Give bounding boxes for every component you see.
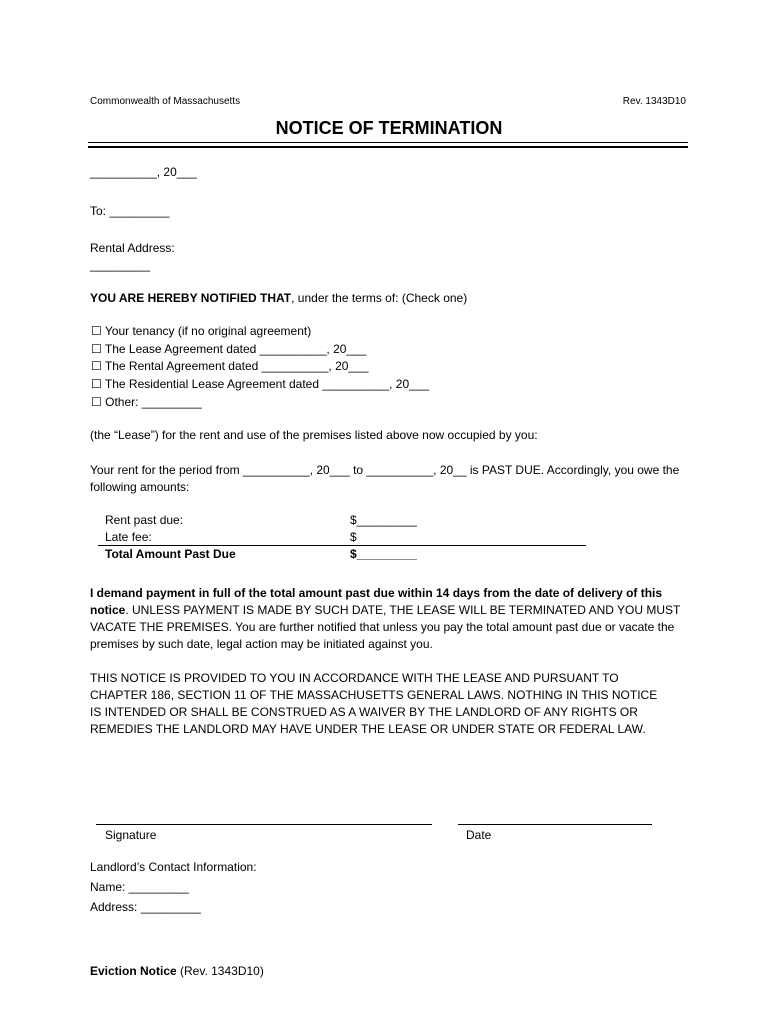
demand-rest: . UNLESS PAYMENT IS MADE BY SUCH DATE, THE LEASE WILL BE TERMINATED AND YOU MUST VACATE THE PREMISES. You are further notified that unless you pay the total amount past due or vacate the premises by such date, legal action may be initiated against you. xyxy=(90,603,681,651)
revision-label: Rev. 1343D10 xyxy=(622,96,686,107)
checkbox-icon[interactable]: ☐ xyxy=(91,377,102,391)
option-label: The Lease Agreement dated __________, 20___ xyxy=(104,342,367,356)
footer-title: Eviction Notice xyxy=(90,964,177,978)
rent-paragraph: Your rent for the period from __________, 20___ to __________, 20__ is PAST DUE. Accordingly, you owe the following amounts: xyxy=(90,463,680,494)
option-item xyxy=(91,359,368,373)
landlord-contact-heading: Landlord’s Contact Information: xyxy=(90,860,257,874)
late-fee-label: Late fee: xyxy=(105,530,152,544)
date-label: Date xyxy=(466,828,492,842)
notice-lead-bold: YOU ARE HEREBY NOTIFIED THAT xyxy=(90,291,292,305)
rent-past-due-label: Rent past due: xyxy=(105,513,184,527)
date-line: __________, 20___ xyxy=(90,165,197,179)
option-label: Other: _________ xyxy=(105,395,202,409)
late-fee-value: $ xyxy=(350,530,357,544)
date-signature-line[interactable] xyxy=(458,824,652,825)
checkbox-icon[interactable]: ☐ xyxy=(91,395,102,409)
rent-past-due-value: $_________ xyxy=(350,513,417,527)
signature-label: Signature xyxy=(105,828,157,842)
rental-address-label: Rental Address: xyxy=(90,241,175,255)
landlord-name: Name: _________ xyxy=(90,880,189,894)
option-label: The Rental Agreement dated __________, 20___ xyxy=(104,359,369,373)
jurisdiction-label: Commonwealth of Massachusetts xyxy=(90,96,241,107)
notice-lead-rest: , under the terms of: (Check one) xyxy=(291,291,468,305)
checkbox-icon[interactable]: ☐ xyxy=(91,324,102,338)
document-title: NOTICE OF TERMINATION xyxy=(275,118,503,138)
title-rule-thick xyxy=(88,146,688,148)
total-divider xyxy=(98,545,586,546)
landlord-address: Address: _________ xyxy=(90,900,201,914)
demand-bold: I demand payment in full of the total amount past due within 14 days from the date of delivery of this notice xyxy=(90,586,663,617)
option-label: The Residential Lease Agreement dated __________, 20___ xyxy=(104,377,430,391)
total-value: $_________ xyxy=(350,547,417,561)
option-item xyxy=(91,324,311,338)
demand-paragraph xyxy=(90,585,686,653)
footer-revision: (Rev. 1343D10) xyxy=(176,964,264,978)
total-label: Total Amount Past Due xyxy=(105,547,236,561)
lease-line: (the “Lease”) for the rent and use of the premises listed above now occupied by you: xyxy=(90,428,538,442)
option-item xyxy=(91,342,366,356)
option-item xyxy=(91,377,429,391)
checkbox-icon[interactable]: ☐ xyxy=(91,359,102,373)
footer xyxy=(90,964,264,978)
option-label: Your tenancy (if no original agreement) xyxy=(104,324,312,338)
signature-line[interactable] xyxy=(96,824,432,825)
to-line: To: _________ xyxy=(90,204,170,218)
option-item xyxy=(91,395,202,409)
rental-address-value: _________ xyxy=(90,258,151,272)
legal-paragraph: THIS NOTICE IS PROVIDED TO YOU IN ACCORDANCE WITH THE LEASE AND PURSUANT TO CHAPTER 186, SECTION 11 OF THE MASSACHUSETTS GENERAL LAWS. NOTHING IN THIS NOTICE IS INTENDED OR SHALL BE CONSTRUED AS A WAIVER BY THE LANDLORD OF ANY RIGHTS OR REMEDIES THE LANDLORD MAY HAVE UNDER THE LEASE OR UNDER STATE OR FEDERAL LAW. xyxy=(90,671,658,736)
notice-line xyxy=(90,291,467,305)
checkbox-icon[interactable]: ☐ xyxy=(91,342,102,356)
title-rule-thin xyxy=(88,142,688,143)
